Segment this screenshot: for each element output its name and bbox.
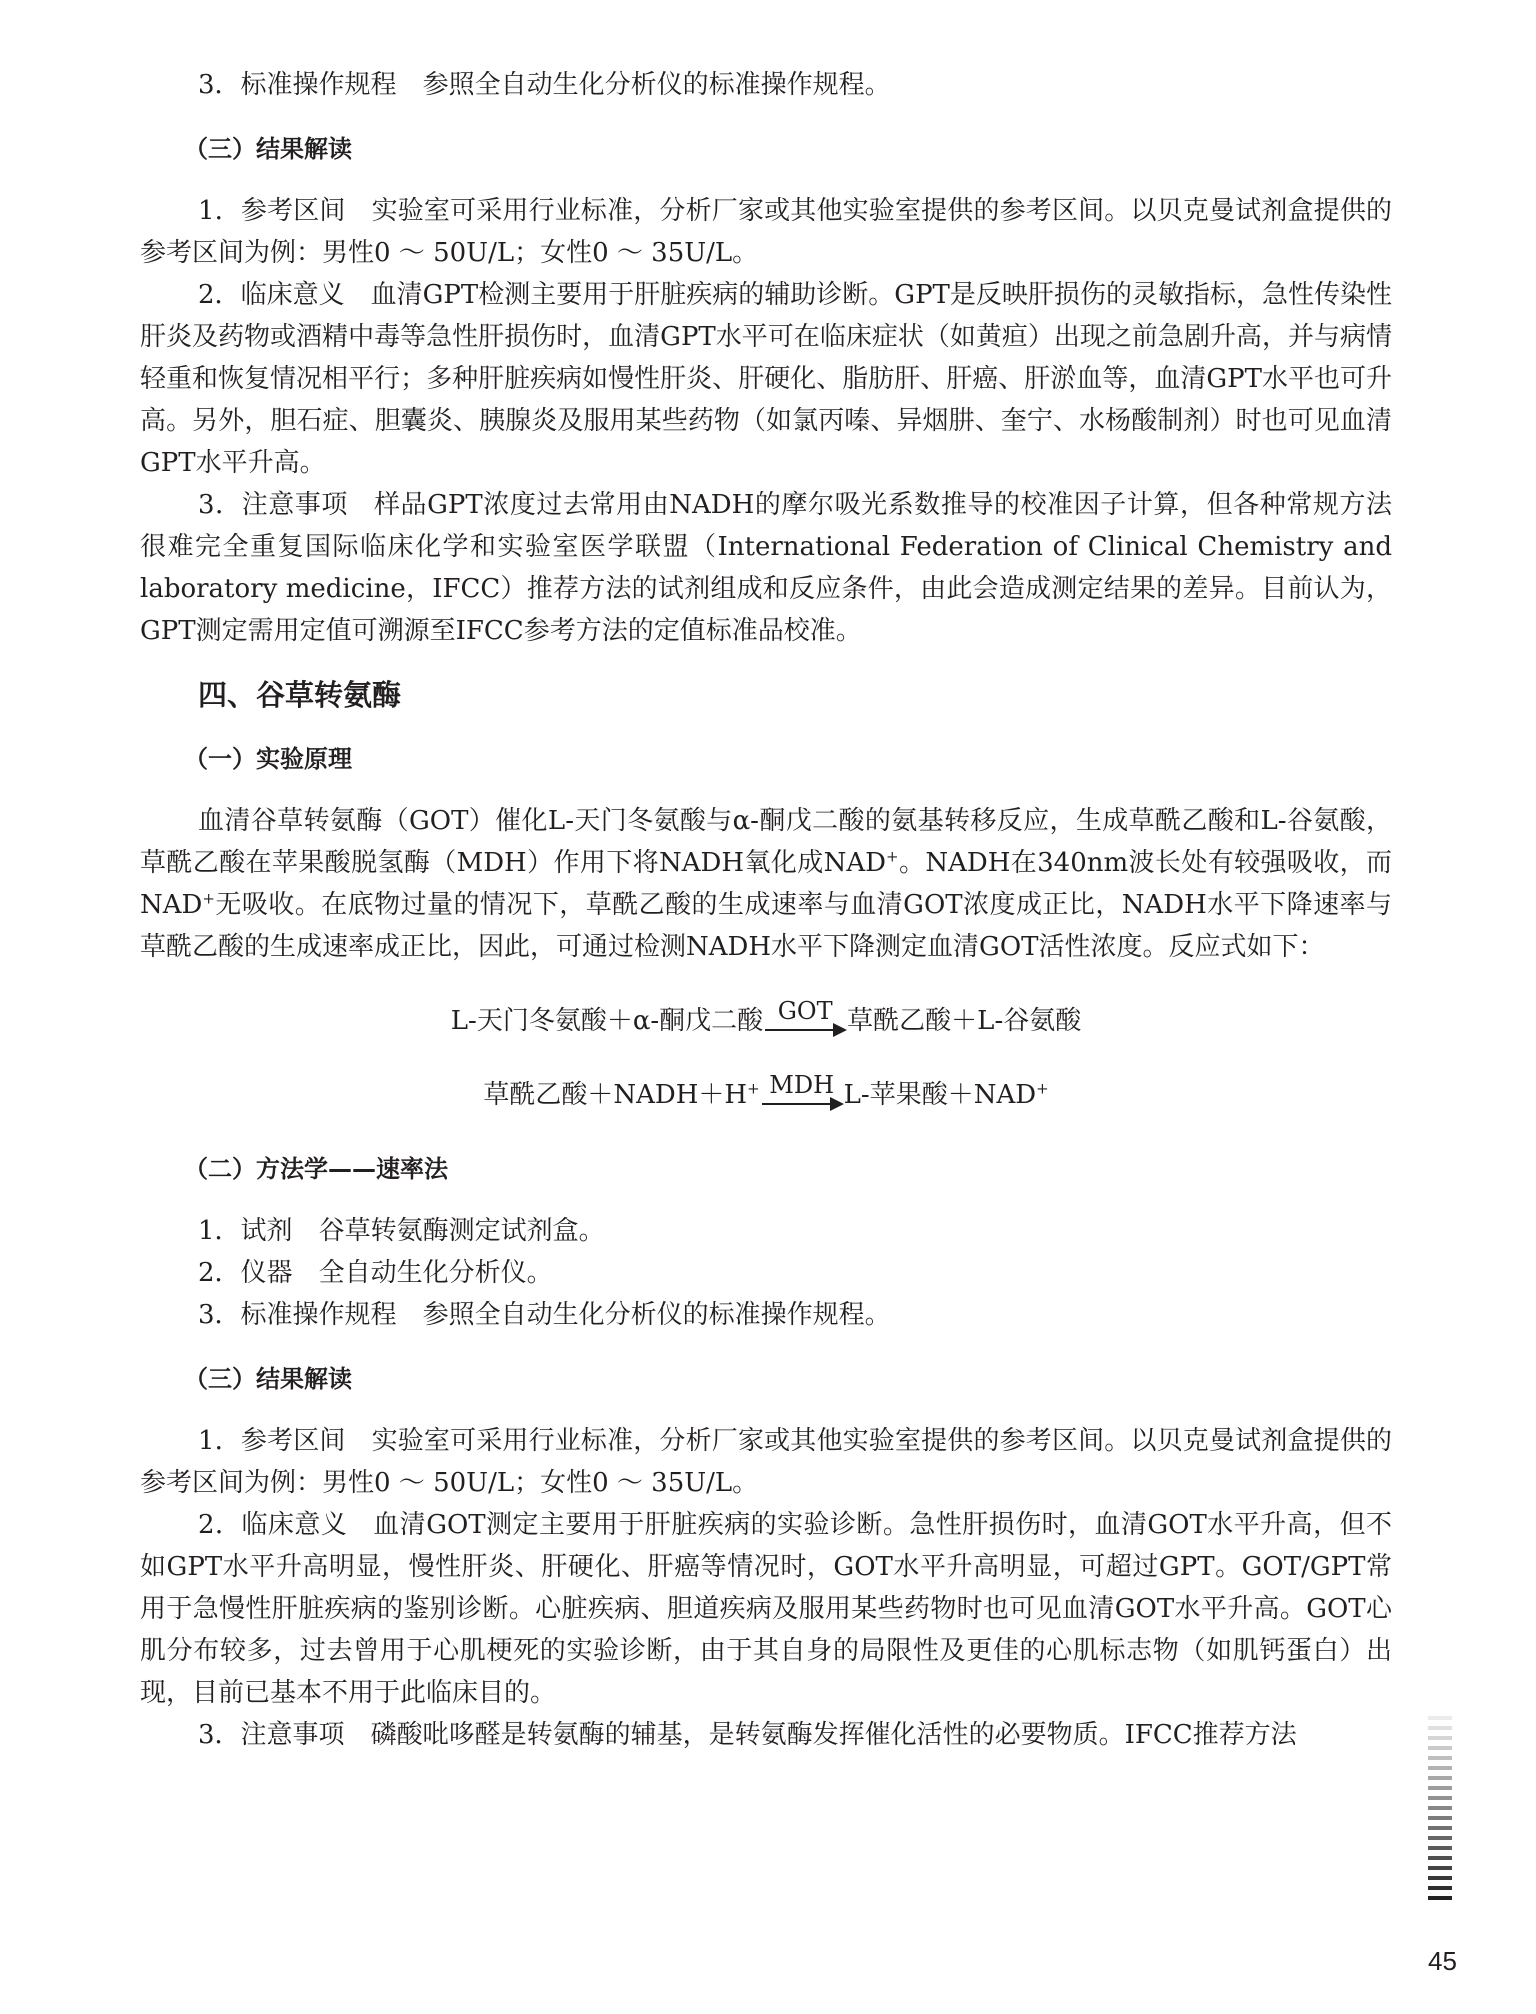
- item-text: 磷酸吡哆醛是转氨酶的辅基，是转氨酶发挥催化活性的必要物质。IFCC推荐方法: [370, 1720, 1297, 1750]
- superscript: +: [747, 1079, 760, 1098]
- item-number: 1．: [198, 1216, 241, 1246]
- paragraph-clinical-significance-2: [140, 1504, 1392, 1714]
- edge-tick: [1428, 1766, 1452, 1770]
- item-text: 实验室可采用行业标准，分析厂家或其他实验室提供的参考区间。以贝克曼试剂盒提供的参考区间为例：男性0 ～ 50U/L；女性0 ～ 35U/L。: [140, 1426, 1392, 1498]
- reaction-arrow-icon: [763, 997, 847, 1042]
- subsection-heading-principle: （一）实验原理: [184, 745, 352, 773]
- paragraph-notes-2: [140, 1714, 1392, 1756]
- edge-tick: [1428, 1756, 1452, 1760]
- edge-tick: [1428, 1776, 1452, 1780]
- edge-tick: [1428, 1716, 1452, 1720]
- principle-text-2: 。NADH在340nm波长处有较强吸收，而NAD: [140, 848, 1392, 920]
- item-text: 血清GPT检测主要用于肝脏疾病的辅助诊断。GPT是反映肝损伤的灵敏指标，急性传染性肝炎及药物或酒精中毒等急性肝损伤时，血清GPT水平可在临床症状（如黄疸）出现之前急剧升高，并与病情轻重和恢复情况相平行；多种肝脏疾病如慢性肝炎、肝硬化、脂肪肝、肝癌、肝淤血等，血清GPT水平也可升高。另外，胆石症、胆囊炎、胰腺炎及服用某些药物（如氯丙嗪、异烟肼、奎宁、水杨酸制剂）时也可见血清GPT水平升高。: [140, 280, 1392, 478]
- paragraph-sop: [140, 64, 1392, 106]
- page-edge-marker: [1428, 1716, 1452, 1906]
- edge-tick: [1428, 1786, 1452, 1790]
- item-number: 3．: [198, 1300, 241, 1330]
- item-label: 临床意义: [240, 280, 345, 310]
- edge-tick: [1428, 1856, 1452, 1860]
- paragraph-instrument: [140, 1252, 1392, 1294]
- item-label: 注意事项: [240, 1720, 345, 1750]
- edge-tick: [1428, 1846, 1452, 1850]
- item-text: 血清GOT测定主要用于肝脏疾病的实验诊断。急性肝损伤时，血清GOT水平升高，但不如GPT水平升高明显，慢性肝炎、肝硬化、肝癌等情况时，GOT水平升高明显，可超过GPT。GOT/GPT常用于急慢性肝脏疾病的鉴别诊断。心脏疾病、胆道疾病及服用某些药物时也可见血清GOT水平升高。GOT心肌分布较多，过去曾用于心肌梗死的实验诊断，由于其自身的局限性及更佳的心肌标志物（如肌钙蛋白）出现，目前已基本不用于此临床目的。: [140, 1510, 1392, 1708]
- item-text: 样品GPT浓度过去常用由NADH的摩尔吸光系数推导的校准因子计算，但各种常规方法很难完全重复国际临床化学和实验室医学联盟（International Federation of Clinical Chemistry and laboratory medicine，IFCC）推荐方法的试剂组成和反应条件，由此会造成测定结果的差异。目前认为，GPT测定需用定值可溯源至IFCC参考方法的定值标准品校准。: [140, 490, 1392, 646]
- paragraph-principle: [140, 800, 1392, 968]
- item-label: 参考区间: [240, 196, 346, 226]
- edge-tick: [1428, 1876, 1452, 1880]
- equation-left: L-天门冬氨酸＋α-酮戊二酸: [450, 1006, 764, 1036]
- reaction-equation-1: [140, 997, 1392, 1042]
- equation-left: 草酰乙酸＋NADH＋H: [483, 1080, 748, 1110]
- section-heading: 四、谷草转氨酶: [198, 678, 402, 712]
- superscript: +: [1036, 1079, 1049, 1098]
- item-label: 参考区间: [240, 1426, 346, 1456]
- principle-text-3: 无吸收。在底物过量的情况下，草酰乙酸的生成速率与血清GOT浓度成正比，NADH水平下降速率与草酰乙酸的生成速率成正比，因此，可通过检测NADH水平下降测定血清GOT活性浓度。反应式如下：: [140, 890, 1392, 962]
- item-number: 2．: [198, 1258, 241, 1288]
- item-number: 3．: [198, 1720, 241, 1750]
- edge-tick: [1428, 1806, 1452, 1810]
- catalyst-label: GOT: [777, 997, 833, 1025]
- item-label: 仪器: [240, 1258, 293, 1288]
- item-text: 全自动生化分析仪。: [318, 1258, 553, 1288]
- item-text: 参照全自动生化分析仪的标准操作规程。: [422, 70, 891, 100]
- paragraph-clinical-significance: [140, 274, 1392, 484]
- page-content: [140, 64, 1392, 1756]
- item-label: 试剂: [240, 1216, 293, 1246]
- page-number: 45: [1428, 1946, 1457, 1976]
- item-label: 标准操作规程: [240, 1300, 397, 1330]
- edge-tick: [1428, 1836, 1452, 1840]
- edge-tick: [1428, 1866, 1452, 1870]
- item-text: 实验室可采用行业标准，分析厂家或其他实验室提供的参考区间。以贝克曼试剂盒提供的参考区间为例：男性0 ～ 50U/L；女性0 ～ 35U/L。: [140, 196, 1392, 268]
- item-label: 注意事项: [241, 490, 348, 520]
- reaction-arrow-icon: [760, 1071, 844, 1116]
- item-number: 1．: [198, 196, 241, 226]
- item-number: 2．: [198, 1510, 242, 1540]
- paragraph-reference-range: [140, 190, 1392, 274]
- item-label: 临床意义: [241, 1510, 348, 1540]
- item-number: 1．: [198, 1426, 241, 1456]
- subsection-heading-result: （三）结果解读: [184, 135, 352, 163]
- subsection-heading-result-2: （三）结果解读: [184, 1365, 352, 1393]
- edge-tick: [1428, 1726, 1452, 1730]
- paragraph-notes: [140, 484, 1392, 652]
- paragraph-reference-range-2: [140, 1420, 1392, 1504]
- paragraph-sop-2: [140, 1294, 1392, 1336]
- superscript: +: [885, 847, 899, 866]
- item-label: 标准操作规程: [240, 70, 397, 100]
- subsection-heading-method: （二）方法学——速率法: [184, 1155, 448, 1183]
- edge-tick: [1428, 1886, 1452, 1890]
- edge-tick: [1428, 1896, 1452, 1900]
- edge-tick: [1428, 1826, 1452, 1830]
- paragraph-reagent: [140, 1210, 1392, 1252]
- item-number: 3．: [198, 70, 241, 100]
- catalyst-label: MDH: [769, 1071, 835, 1099]
- superscript: +: [202, 889, 215, 908]
- item-text: 参照全自动生化分析仪的标准操作规程。: [422, 1300, 891, 1330]
- equation-right: L-苹果酸＋NAD: [843, 1080, 1037, 1110]
- item-text: 谷草转氨酶测定试剂盒。: [318, 1216, 605, 1246]
- principle-text-1: 血清谷草转氨酶（GOT）催化L-天门冬氨酸与α-酮戊二酸的氨基转移反应，生成草酰乙酸和L-谷氨酸，草酰乙酸在苹果酸脱氢酶（MDH）作用下将NADH氧化成NAD: [140, 806, 1392, 878]
- edge-tick: [1428, 1736, 1452, 1740]
- edge-tick: [1428, 1796, 1452, 1800]
- item-number: 3．: [198, 490, 242, 520]
- equation-right: 草酰乙酸＋L-谷氨酸: [847, 1006, 1082, 1036]
- edge-tick: [1428, 1816, 1452, 1820]
- reaction-equation-2: [140, 1071, 1392, 1116]
- edge-tick: [1428, 1746, 1452, 1750]
- item-number: 2．: [198, 280, 241, 310]
